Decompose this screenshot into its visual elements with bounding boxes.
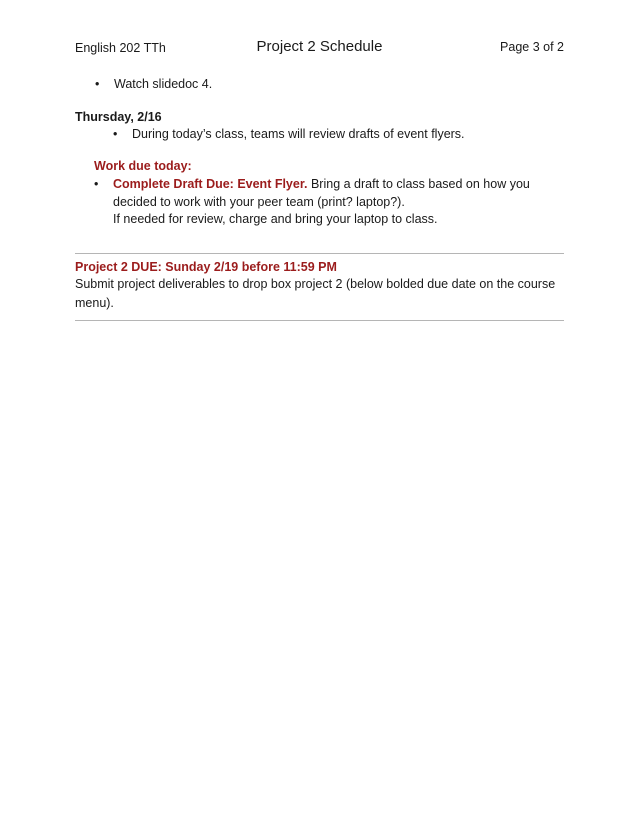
project-due-line-2: menu).: [75, 296, 114, 310]
list-item-draft-due: [94, 176, 554, 230]
draft-due-line-3: If needed for review, charge and bring your laptop to class.: [113, 212, 438, 226]
bullet-icon: •: [95, 77, 100, 91]
divider-top: [75, 253, 564, 254]
project-due-line-1: Submit project deliverables to drop box project 2 (below bolded due date on the course: [75, 277, 556, 291]
divider-bottom: [75, 320, 564, 321]
page-number: Page 3 of 2: [500, 40, 564, 54]
draft-due-line-2: decided to work with your peer team (print? laptop?).: [113, 195, 405, 209]
list-item-text: During today’s class, teams will review drafts of event flyers.: [132, 127, 465, 141]
page-header: [75, 38, 564, 58]
draft-due-title: Complete Draft Due: Event Flyer.: [113, 177, 308, 191]
draft-due-line-1: [113, 176, 530, 193]
bullet-icon: •: [113, 127, 118, 141]
project-due-description: [75, 275, 564, 313]
draft-due-text: Bring a draft to class based on how you: [307, 177, 530, 191]
list-item-text: Watch slidedoc 4.: [114, 77, 213, 91]
document-title: Project 2 Schedule: [256, 38, 383, 55]
bullet-icon: •: [94, 177, 99, 191]
project-due-heading: Project 2 DUE: Sunday 2/19 before 11:59 PM: [75, 260, 337, 274]
thursday-heading: Thursday, 2/16: [75, 110, 162, 124]
work-due-heading: Work due today:: [94, 159, 192, 173]
course-name: English 202 TTh: [75, 41, 166, 55]
